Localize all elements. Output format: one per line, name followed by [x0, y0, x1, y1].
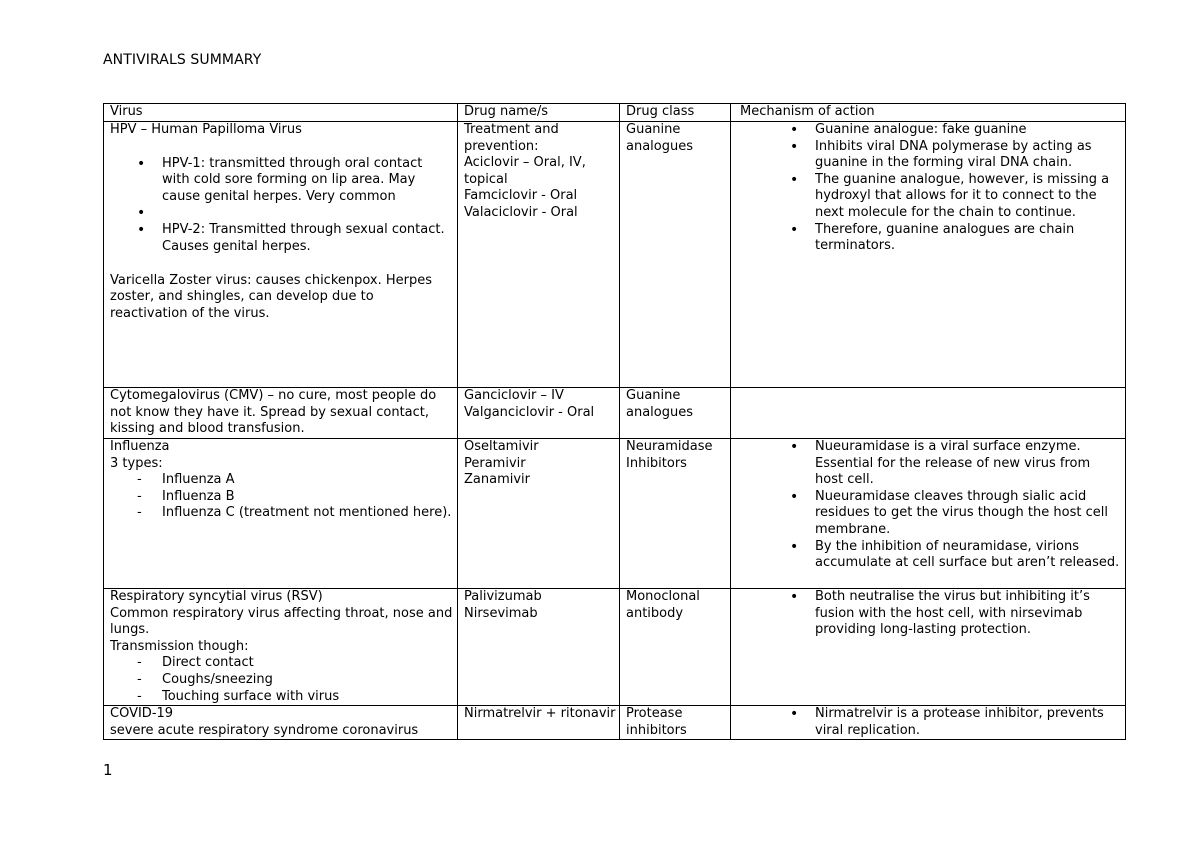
virus-cell [104, 706, 458, 740]
mechanism-cell [731, 388, 1126, 439]
drug-class-cell [620, 706, 731, 740]
virus-lead: Influenza 3 types: [110, 439, 170, 471]
mechanism-list [737, 439, 1122, 572]
mechanism-cell [731, 706, 1126, 740]
drug-class: Neuramidase Inhibitors [626, 439, 713, 471]
virus-bullet-list [110, 156, 454, 256]
drug-class: Monoclonal antibody [626, 589, 700, 621]
list-item: • Nueuramidase cleaves through sialic acid residues to get the virus though the host cell membrane. [815, 489, 1122, 539]
virus-cell [104, 388, 458, 439]
drug-class-cell [620, 122, 731, 388]
list-item: • Nueuramidase is a viral surface enzyme. Essential for the release of new virus from host cell. [815, 439, 1122, 489]
list-item: • Guanine analogue: fake guanine [815, 122, 1122, 139]
virus-cell [104, 589, 458, 706]
list-item: - Influenza C (treatment not mentioned here). [162, 505, 454, 522]
drug-names-cell [458, 388, 620, 439]
virus-lead: HPV – Human Papilloma Virus [110, 122, 302, 137]
list-item: • Inhibits viral DNA polymerase by acting as guanine in the forming viral DNA chain. [815, 139, 1122, 172]
spacer [162, 205, 454, 222]
list-item: • Therefore, guanine analogues are chain terminators. [815, 222, 1122, 255]
list-item: • By the inhibition of neuramidase, virions accumulate at cell surface but aren’t released. [815, 539, 1122, 572]
drug-class-cell [620, 388, 731, 439]
header-drug-class: Drug class [620, 104, 731, 122]
list-item: - Coughs/sneezing [162, 672, 454, 689]
virus-dash-list [110, 655, 454, 705]
drug-names: Treatment and prevention: Aciclovir – Oral, IV, topical Famciclovir - Oral Valaciclovir - Oral [464, 122, 586, 220]
list-item: • HPV-2: Transmitted through sexual contact. Causes genital herpes. [162, 222, 454, 255]
table-header-row [104, 104, 1126, 122]
header-virus: Virus [104, 104, 458, 122]
header-mechanism: Mechanism of action [731, 104, 1126, 122]
list-item: • HPV-1: transmitted through oral contact with cold sore forming on lip area. May cause genital herpes. Very common [162, 156, 454, 206]
list-item: • The guanine analogue, however, is missing a hydroxyl that allows for it to connect to the next molecule for the chain to continue. [815, 172, 1122, 222]
table-row [104, 439, 1126, 589]
table-row [104, 388, 1126, 439]
table-row [104, 589, 1126, 706]
mechanism-list [737, 706, 1122, 739]
document-title: ANTIVIRALS SUMMARY [103, 52, 262, 68]
virus-lead: Cytomegalovirus (CMV) – no cure, most people do not know they have it. Spread by sexual contact, kissing and blood transfusion. [110, 388, 437, 437]
list-item: - Influenza B [162, 489, 454, 506]
list-item: - Direct contact [162, 655, 454, 672]
virus-lead: COVID-19 severe acute respiratory syndrome coronavirus [110, 706, 419, 738]
drug-class: Protease inhibitors [626, 706, 687, 738]
drug-class-cell [620, 589, 731, 706]
table-row [104, 122, 1126, 388]
drug-names-cell [458, 706, 620, 740]
drug-names: Palivizumab Nirsevimab [464, 589, 542, 621]
drug-names: Ganciclovir – IV Valganciclovir - Oral [464, 388, 595, 420]
mechanism-list [737, 122, 1122, 255]
drug-names-cell [458, 439, 620, 589]
drug-names: Oseltamivir Peramivir Zanamivir [464, 439, 539, 488]
list-item: - Touching surface with virus [162, 689, 454, 706]
drug-names-cell [458, 122, 620, 388]
mechanism-cell [731, 589, 1126, 706]
header-drug-names: Drug name/s [458, 104, 620, 122]
mechanism-cell [731, 439, 1126, 589]
mechanism-cell [731, 122, 1126, 388]
mechanism-list [737, 589, 1122, 639]
drug-class: Guanine analogues [626, 388, 693, 420]
list-item: - Influenza A [162, 472, 454, 489]
virus-dash-list [110, 472, 454, 522]
antivirals-table [103, 103, 1126, 740]
page-number: 1 [103, 761, 113, 779]
drug-names: Nirmatrelvir + ritonavir [464, 706, 616, 722]
drug-class-cell [620, 439, 731, 589]
virus-cell [104, 439, 458, 589]
virus-lead: Respiratory syncytial virus (RSV) Common respiratory virus affecting throat, nose and lungs. Transmission though: [110, 589, 453, 654]
table-row [104, 706, 1126, 740]
list-item: • Both neutralise the virus but inhibiting it’s fusion with the host cell, with nirsevimab providing long-lasting protection. [815, 589, 1122, 639]
drug-names-cell [458, 589, 620, 706]
list-item: • Nirmatrelvir is a protease inhibitor, prevents viral replication. [815, 706, 1122, 739]
drug-class: Guanine analogues [626, 122, 693, 154]
virus-note: Varicella Zoster virus: causes chickenpox. Herpes zoster, and shingles, can develop due to reactivation of the virus. [110, 272, 433, 321]
virus-cell [104, 122, 458, 388]
